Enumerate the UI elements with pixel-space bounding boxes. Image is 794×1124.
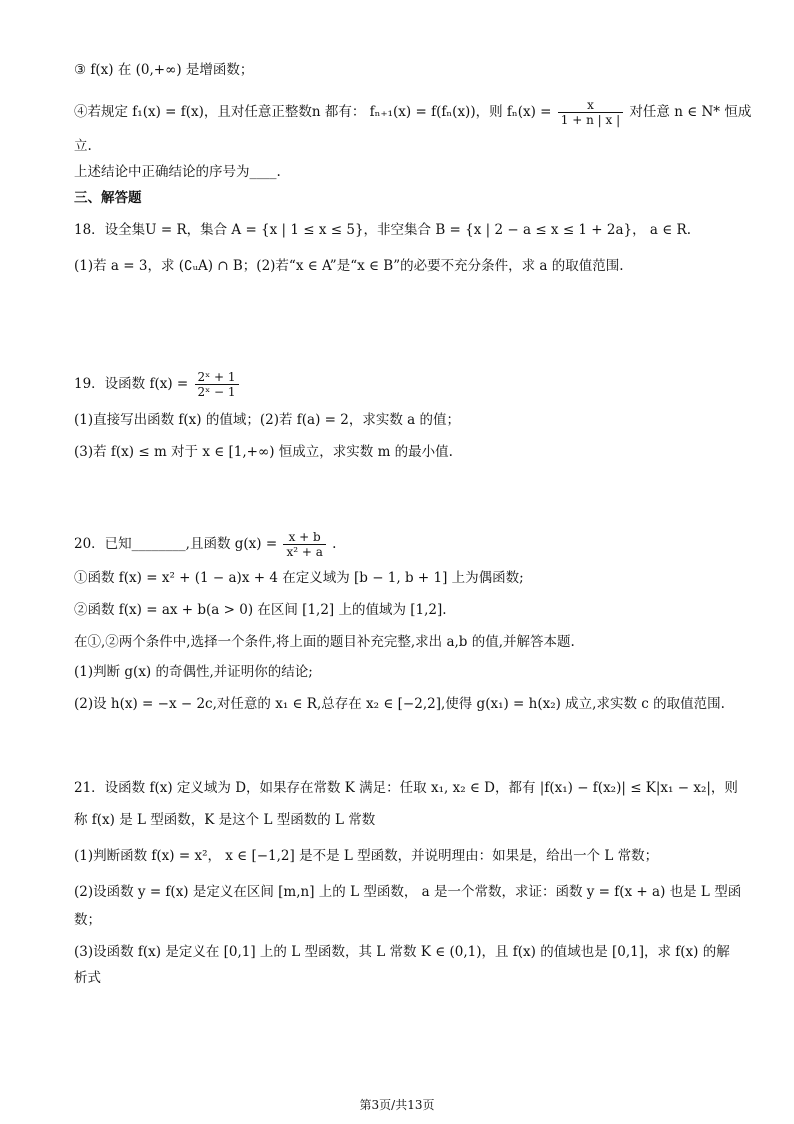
q21-part-3-continuation: 析式 (74, 970, 101, 986)
q21-part-2: (2)设函数 y = f(x) 是定义在区间 [m,n] 上的 L 型函数， a 是一个常数，求证：函数 y = f(x + a) 也是 L 型函 (74, 884, 742, 900)
q21-stem-continuation: 称 f(x) 是 L 型函数，K 是这个 L 型函数的 L 常数 (74, 812, 376, 828)
q19-part-3: (3)若 f(x) ≤ m 对于 x ∈ [1,+∞) 恒成立，求实数 m 的最小值. (74, 444, 453, 460)
q20-stem-text: 20．已知________,且函数 g(x) = (74, 536, 278, 552)
fill-blank-question: 上述结论中正确结论的序号为____. (74, 164, 281, 180)
q19-part-1-2: (1)直接写出函数 f(x) 的值域；(2)若 f(a) = 2，求实数 a 的值； (74, 412, 460, 428)
fraction-denominator: x² + a (286, 545, 323, 559)
statement-4 (74, 98, 752, 127)
q20-condition-2: ②函数 f(x) = ax + b(a > 0) 在区间 [1,2] 上的值域为 [1,2]. (74, 602, 447, 618)
fraction-denominator: 2ˣ − 1 (197, 385, 236, 399)
q20-instruction: 在①,②两个条件中,选择一个条件,将上面的题目补充完整,求出 a,b 的值,并解答本题. (74, 634, 575, 650)
fraction-numerator: x (558, 98, 623, 113)
q20-part-1: (1)判断 g(x) 的奇偶性,并证明你的结论; (74, 664, 313, 680)
q18-stem: 18．设全集U = R，集合 A = {x | 1 ≤ x ≤ 5}，非空集合 B = {x | 2 − a ≤ x ≤ 1 + 2a}， a ∈ R. (74, 222, 692, 238)
statement-4-continuation: 立. (74, 138, 92, 154)
q19-stem (74, 370, 734, 399)
q21-part-2-continuation: 数； (74, 912, 101, 928)
fraction-denominator: 1 + n | x | (560, 113, 621, 127)
statement-3: ③ f(x) 在 (0,+∞) 是增函数； (74, 62, 254, 78)
q19-stem-text: 19．设函数 f(x) = (74, 376, 189, 392)
statement-4-text: ④若规定 f₁(x) = f(x)，且对任意正整数n 都有： fₙ₊₁(x) = f(fₙ(x))，则 fₙ(x) = (74, 104, 552, 120)
q21-part-1: (1)判断函数 f(x) = x²， x ∈ [−1,2] 是不是 L 型函数，并说明理由：如果是，给出一个 L 常数； (74, 848, 659, 864)
section-heading: 三、解答题 (74, 190, 142, 206)
fraction (195, 370, 239, 399)
q21-part-3: (3)设函数 f(x) 是定义在 [0,1] 上的 L 型函数，其 L 常数 K ∈ (0,1)，且 f(x) 的值域也是 [0,1]，求 f(x) 的解 (74, 944, 730, 960)
fraction (558, 98, 623, 127)
fraction-numerator: 2ˣ + 1 (195, 370, 239, 385)
fraction-numerator: x + b (283, 530, 325, 545)
q20-part-2: (2)设 h(x) = −x − 2c,对任意的 x₁ ∈ R,总存在 x₂ ∈ [−2,2],使得 g(x₁) = h(x₂) 成立,求实数 c 的取值范围. (74, 696, 725, 712)
q20-stem-end: . (332, 536, 337, 552)
q20-stem (74, 530, 734, 559)
q18-parts: (1)若 a = 3，求 (∁ᵤA) ∩ B；(2)若“x ∈ A”是“x ∈ B”的必要不充分条件，求 a 的取值范围. (74, 258, 624, 274)
page-number: 第3页/共13页 (359, 1098, 435, 1112)
statement-4-text-end: 对任意 n ∈ N* 恒成 (629, 104, 752, 120)
q20-condition-1: ①函数 f(x) = x² + (1 − a)x + 4 在定义域为 [b − 1, b + 1] 上为偶函数; (74, 570, 524, 586)
fraction (283, 530, 325, 559)
q21-stem: 21．设函数 f(x) 定义域为 D，如果存在常数 K 满足：任取 x₁, x₂ ∈ D，都有 |f(x₁) − f(x₂)| ≤ K|x₁ − x₂|，则 (74, 780, 738, 796)
